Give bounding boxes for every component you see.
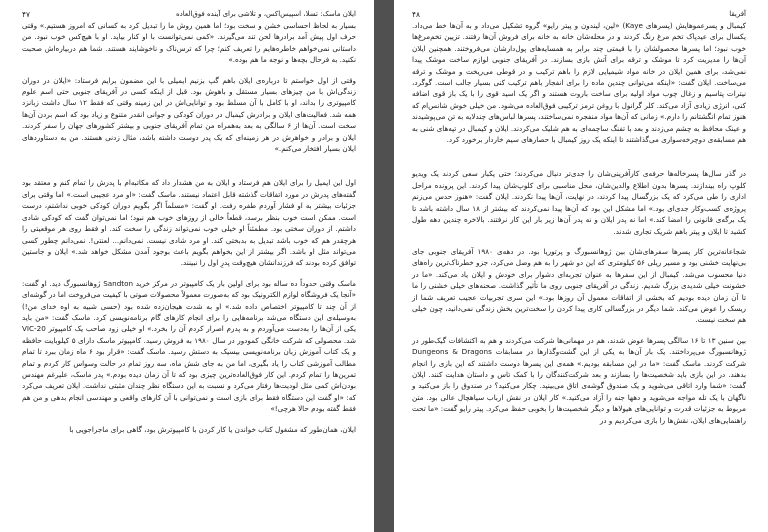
- paragraph: اول این ایمیل را برای ایلان هم فرستاد و ایلان به من هشدار داد که مکاتبه‌ام با پدرش را تمام کنم و معتقد بود گفته‌های پدرش در مورد اتفاقات گذشته قابل اعتماد نیستند. ماسک گفت: «او مرد عجیبی است.» اما وقتی برای جزئیات بیشتر به او فشار آوردم طفره رفت. او گفت: «مسلماً اگر بگویم دوران کودکی خوبی نداشتم، درست است. ممکن است خوب بنظر برسد، قطعاً خالی از روزهای خوب هم نبود؛ اما نمی‌توان گفت که کودکی شادی داشتم. از دوران سختی بود. مطمئناً او خیلی خوب نمی‌تواند زندگی را سخت کند. او فقط روی هر موقعیتی را هرچقدر هم که خوب باشد تبدیل به بدبختی کند. او مرد شادی نیست. نمی‌دانم... لعنتی!. نمی‌دانم چطور کسی می‌تواند مثل او باشد. اگر بیشتر از این بخواهم بگویم باعث بوجود آمدن مشکل خواهد شد.» ایلان و جاستین توافق کرده بودند که فرزندانشان هیچ‌وقت پدرِ اول را نبینند.: [22, 178, 356, 268]
- left-page: [0, 0, 374, 532]
- running-header: ایلان ماسک: تسلا، اسپیس‌اکس، و تلاشی برای آینده فوق‌العاده: [176, 10, 356, 18]
- paragraph: بسیار به لحاظ احساسی خشن و سخت بود؛ اما همین روش ما را تبدیل کرد به کسانی که امروز هستیم.» وقتی حرف اول پیش آمد برادرها لحن تند می‌گیرند. «کمی نمی‌توانست با او کنار بیاید. او با هیچ‌کس خوب نبود. من داستانی نمی‌خواهم خاطره‌هایم را تعریف کنم؛ چرا که ترس‌ناک و ناخوشایند هستند. شما هم دربیاره‌اش صحبت نکنید. به فرحال بچه‌ها و نوجه ما هم بوده.»: [22, 21, 356, 65]
- page-number: ۴۷: [22, 9, 31, 19]
- right-page: [394, 0, 768, 532]
- paragraph: ماسک وقتی حدوداً ده ساله بود برای اولین بار یک کامپیوتر در مرکز خرید Sandton ژوهانسبورگ دید. او گفت: «آنجا یک فروشگاه لوازم الکترونیک بود که به‌صورت معمولاً محصولات صوتی با کیفیت می‌فروخت اما در گوشه‌ای از آن چند تا کامپیوتر اختصاص داده شد.» او به شدت هیجان‌زده شده بود (حسی شبیه به اوه خدای من!) به‌وسیله‌ی این دستگاه می‌شد برنامه‌هایی را برای انجام کارهای گام برنامه‌نویسی کرد. ماسک گفت: «من باید یکی از آن‌ها را به‌دست می‌آوردم و به پدرم اصرار کردم آن را بخرد.» او خیلی زود صاحب یک کامپیوتر VIC-20 شد. محصولی که شرکت خانگی کمودور در سال ۱۹۸۰ به فروش رسید. کامپیوتر ماسک دارای ۵ کیلوبایت حافظه و یک کتاب آموزش زبان برنامه‌نویسی بیسیک به دستش رسید. ماسک گفت: «قرار بود ۶ ماه زمان ببرد تا تمام مطالب آموزشی کتاب را یاد بگیری، اما من به جای شش ماه، سه روز تمام در حالت وسواس کار کردم و تمام تمرین‌ها را تمام کردم. این کار فوق‌العاده‌ترین چیزی بود که تا آن زمان دیده بودم.» پدر ماسک، علیرغم مهندس بودن‌اش کمی مثل لودیت‌ها رفتار می‌کرد و نسبت به این دستگاه نظر چندان مثبتی نداشت. ایلان تعریف می‌کرد که: «او گفت این دستگاه فقط برای بازی است و نمی‌توانی با آن کارهای واقعی و مهندسی انجام بدهی و من هم فقط گفته بودم حالا هرچی!»: [22, 278, 356, 414]
- paragraph: ایلان، همان‌طور که مشغول کتاب خواندن یا کار کردن با کامپیوترش بود، گاهی برای ماجراجویی با: [69, 424, 356, 434]
- paragraph: وقتی از اول خواستم تا درباره‌ی ایلان باهم گپ بزنیم ایمیلی با این مضمون برایم فرستاد: «ایلان در دوران زندگی‌اش با من چیزهای بسیار مستقل و باهوش بود. قبل از اینکه کسی در آفریقای جنوبی حتی اسم علوم کامپیوتری را بداند، او با کامل با آن مسلط بود و توانایی‌اش در این زمینه وقتی که فقط ۱۲ سال داشت زبانزد همه شد. فعالیت‌های ایلان و برادرش کیمبال در دوران کودکی و جوانی انقدر متنوع و زیاد بود که اسم بردن آن‌ها سخت است. آن‌ها از ۶ سالگی به بعد به‌همراه من تمام آفریقای جنوبی و بیشتر کشورهای جهان را سفر کردند. ایلان و برادر و خواهرش در هر زمینه‌ای که یک پدر دوست داشته باشد، مثال زدنی هستند. من به دستاوردهای ایلان بسیار افتخار می‌کنم.»: [22, 75, 356, 154]
- page-number: ۴۸: [412, 9, 421, 19]
- paragraph: در گذر سال‌ها پسرخاله‌ها حرفه‌ی کارآفرینی‌شان را جدی‌تر دنبال می‌کردند؛ حتی یکبار سعی کردند یک ویدیو کلوپ راه بیندازند. پسرها بدون اطلاع والدین‌شان، محل مناسبی برای کلوپ‌شان پیدا کردند. این پرونده مراحل اداری را طی می‌کرد که یک بزرگسال پیدا کردند، در نهایت، آن‌ها پیدا نکردند. ایلان گفت: «هنوز حدس می‌زنم پروژه‌ی کسب‌وکار جدی‌ای بود.» اما مشکل این بود که آن‌ها پیدا نمی‌کردند که بیشتر از ۱۸ سال داشته باشد تا یک برگه‌ی قانونی را امضا کند.» اما نه پدر ایلان و نه پدر آن‌ها زیر بار این کار نرفتند. بالاخره چندین دهه طول کشید تا ایلان و پیتر باهم شریک تجاری شدند.: [412, 169, 747, 236]
- paragraph: بین سنین ۱۳ تا ۱۶ سالگی پسرها عوض شدند، هم در مهمانی‌ها شرکت می‌کردند و هم به اکتشافات گیک‌طور در ژوهانسبورگ می‌پرداختند. یک بار آن‌ها به یکی از این گشت‌وگذارها در مسابقات Dungeons & Dragons شرکت کردند. ماسک گفت: «ما در این مسابقه بودیم.» همه‌ی این پسرها دوست داشتند که این بازی را انجام بدهند. در این بازی باید شخصیت‌ها را بسازند و بعد شرکت‌کنندگان را با کمک تاس و داستان هدایت کنند. ایلان گفت: «شما وارد اتاقی می‌شوید و یک صندوق گوشه‌ی اتاق می‌بینید. چکار می‌کنید؟ در صندوق را باز می‌کنید و ناگهان با یک تله مواجه می‌شوید و دهها جنه را آزاد می‌کنید.» کار ایلان در نقش ارباب سیاهچال عالی بود. متن مربوط به جزئیات قدرت و توانایی‌های هیولاها و دیگر شخصیت‌ها را بخوبی حفظ می‌کرد. پیتر رایو گفت: «ما تحت راهنمایی‌های ایلان، نقش‌ها را بازی می‌کردیم و در: [412, 335, 747, 425]
- right-page-header: [412, 8, 746, 20]
- paragraph: کیمبال و پسرعموهایش (پسرهای Kaye) «لین، لیندون و پیتر رایو» گروه تشکیل می‌داد و به آن‌ها خط می‌داد. یکسال برای عیدپاک تخم مرغ رنگ کردند و در محله‌شان خانه به خانه برای فروش آن‌ها رفتند. تزیین تخم‌مرغ‌ها خوب نبود؛ اما پسرها محصولشان را با قیمتی چند برابر به همسایه‌های پول‌دارشان می‌فروختند. همچنین ایلان آن‌ها را مدیریت کرد تا موشک و ترقه برای آتش بازی بسازند. در آفریقای جنوبی لوازم ساخت موشک پیدا نمی‌شد، برای همین ایلان در خانه مواد شیمیایی لازم را باهم ترکیب و در قوطی می‌ریخت و موشک و ترقه می‌ساخت. ایلان گفت: «اینکه می‌توانی چندین ماده را برای انفجار باهم ترکیب کنی بسیار جالب است. گوگرد، نیترات پتاسیم و زغال چوب مواد اولیه برای ساخت باروت هستند و اگر یک اسید قوی را با یک باز قوی اضافه کنی، انرژی زیادی آزاد می‌کند. کلر گرانول با روغن ترمز ترکیبی فوق‌العاده می‌شود. من خیلی خوش شانس‌ام که هنوز تمام انگشتانم را دارم.» زمانی که آن‌ها مواد منفجره نمی‌ساختند، پسرها لباس‌های چندلایه به تن می‌پوشیدند و عینک محافظ به چشم می‌زدند و بعد با تفنگ ساچمه‌ای به هم شلیک می‌کردند. ایلان و کیمبال در تپه‌های شنی به هم مسابقه‌ی دوچرخه‌سواری می‌گذاشتند تا اینکه یک روز کیمبال با حصارهای سیم خاردار برخورد کرد.: [412, 21, 747, 145]
- running-header: آفریقا: [729, 10, 746, 18]
- book-gutter: [374, 0, 394, 532]
- paragraph: شجاعانه‌ترین کار پسرها سفرهای‌شان بین ژوهانسبورگ و پرتوریا بود. در دهه‌ی ۱۹۸۰ آفریقای جنوبی جای بی‌نهایت خشنی بود و مسیر ریلی ۵۶ کیلومتری که این دو شهر را به هم وصل می‌کرد، جزو خطرناک‌ترین راه‌های دنیا محسوب می‌شد. کیمبال از این سفرها به عنوان تجربه‌ای دشوار برای خودش و ایلان یاد می‌کند. «ما در خشونت خیلی شدیدی بزرگ شدیم. زندگی در آفریقای جنوبی روی ما تأثیر گذاشت. صحنه‌های خیلی خشنی را ما تا آن زمان دیده بودیم که بخشی از اتفاقات معمول آن روزها بود.» این سری تجربیات عجیب تعریف شما از ریسک را عوض می‌کند. شما دیگر در بزرگسالی کاری پیدا کردن را سخت‌ترین بخش زندگی نمی‌دانید، چون خیلی هم سخت نیست.: [412, 246, 746, 325]
- left-page-header: [22, 8, 356, 20]
